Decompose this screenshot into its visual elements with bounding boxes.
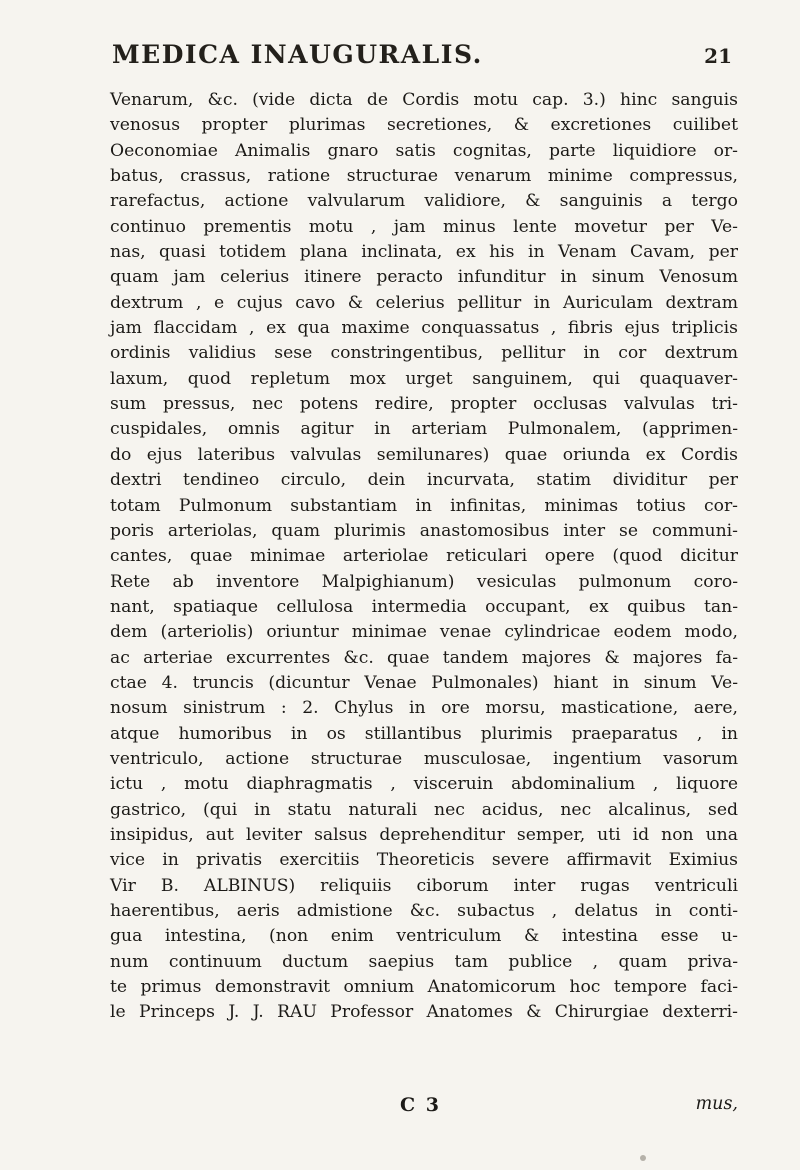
text-line: sum pressus, nec potens redire, propter occlusas valvulas tri- [110, 394, 738, 415]
text-line: vice in privatis exercitiis Theoreticis severe affirmavit Eximius [110, 850, 738, 871]
text-line: nosum sinistrum : 2. Chylus in ore morsu, masticatione, aere, [110, 698, 738, 719]
catchword: mus, [695, 1094, 738, 1114]
text-line: rarefactus, actione valvularum validiore, & sanguinis a tergo [110, 191, 738, 212]
text-line: le Princeps J. J. RAU Professor Anatomes & Chirurgiae dexterri- [110, 1002, 738, 1023]
text-line: cuspidales, omnis agitur in arteriam Pulmonalem, (apprimen- [110, 419, 738, 440]
text-line: haerentibus, aeris admistione &c. subactus , delatus in conti- [110, 901, 738, 921]
text-line: quam jam celerius itinere peracto infunditur in sinum Venosum [110, 267, 738, 288]
text-line: ventriculo, actione structurae musculosae, ingentium vasorum [110, 748, 738, 769]
page-header [112, 40, 732, 76]
text-line: Vir B. ALBINUS) reliquiis ciborum inter rugas ventriculi [110, 875, 738, 896]
text-line: atque humoribus in os stillantibus plurimis praeparatus , in [110, 723, 738, 744]
text-line: jam flaccidam , ex qua maxime conquassatus , fibris ejus triplicis [110, 318, 738, 339]
text-line: ac arteriae excurrentes &c. quae tandem majores & majores fa- [110, 647, 738, 668]
text-line: te primus demonstravit omnium Anatomicorum hoc tempore faci- [110, 977, 738, 998]
text-line: nant, spatiaque cellulosa intermedia occupant, ex quibus tan- [110, 596, 738, 617]
page-footer [112, 1094, 738, 1122]
text-line: nas, quasi totidem plana inclinata, ex his in Venam Cavam, per [110, 242, 738, 263]
text-line: Rete ab inventore Malpighianum) vesiculas pulmonum coro- [110, 571, 738, 592]
text-line: venosus propter plurimas secretiones, & excretiones cuilibet [110, 115, 738, 136]
ink-spot [640, 1155, 646, 1161]
text-line: continuo prementis motu , jam minus lente movetur per Ve- [110, 216, 738, 237]
text-line: ictu , motu diaphragmatis , visceruin abdominalium , liquore [110, 774, 738, 795]
text-line: dextri tendineo circulo, dein incurvata, statim dividitur per [110, 470, 738, 491]
text-line: ctae 4. truncis (dicuntur Venae Pulmonales) hiant in sinum Ve- [110, 672, 738, 693]
running-head: MEDICA INAUGURALIS. [112, 40, 483, 69]
text-line: Oeconomiae Animalis gnaro satis cognitas, parte liquidiore or- [110, 140, 738, 161]
text-line: totam Pulmonum substantiam in infinitas, minimas totius cor- [110, 495, 738, 516]
text-line: gua intestina, (non enim ventriculum & intestina esse u- [110, 926, 738, 947]
text-line: batus, crassus, ratione structurae venarum minime compressus, [110, 166, 738, 187]
text-line: num continuum ductum saepius tam publice , quam priva- [110, 951, 738, 972]
text-line: dem (arteriolis) oriuntur minimae venae cylindricae eodem modo, [110, 622, 738, 643]
text-line: dextrum , e cujus cavo & celerius pellitur in Auriculam dextram [110, 292, 738, 313]
body-text [110, 88, 738, 1026]
text-line: poris arteriolas, quam plurimis anastomosibus inter se communi- [110, 520, 738, 541]
text-line: Venarum, &c. (vide dicta de Cordis motu cap. 3.) hinc sanguis [110, 90, 738, 110]
text-line: cantes, quae minimae arteriolae reticulari opere (quod dicitur [110, 546, 738, 567]
text-line: ordinis validius sese constringentibus, pellitur in cor dextrum [110, 343, 738, 364]
text-line: laxum, quod repletum mox urget sanguinem, qui quaquaver- [110, 368, 738, 389]
signature-mark: C 3 [400, 1094, 441, 1116]
text-line: insipidus, aut leviter salsus deprehenditur semper, uti id non una [110, 824, 738, 845]
page-number: 21 [704, 44, 732, 68]
text-line: do ejus lateribus valvulas semilunares) quae oriunda ex Cordis [110, 444, 738, 465]
text-line: gastrico, (qui in statu naturali nec acidus, nec alcalinus, sed [110, 799, 738, 820]
